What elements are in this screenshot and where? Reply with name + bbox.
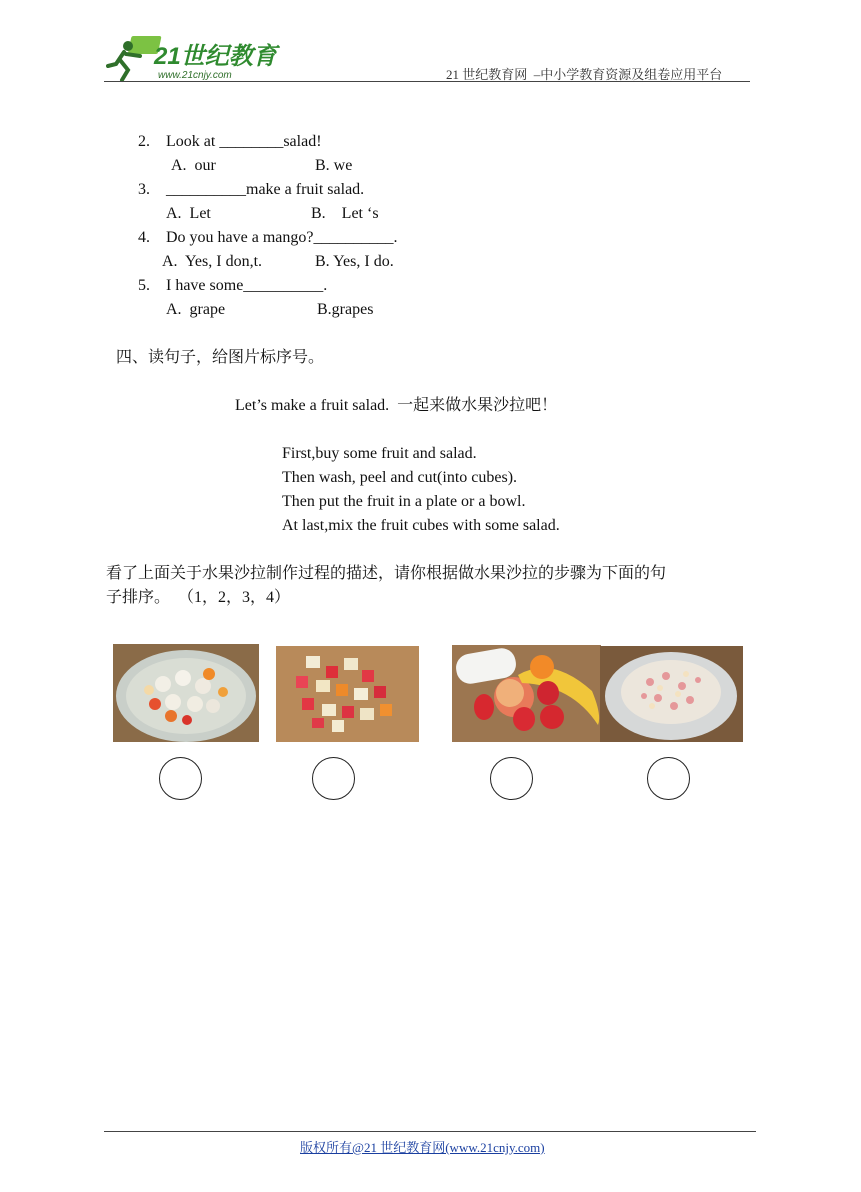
footer-divider	[104, 1131, 756, 1132]
question-3-stem: __________make a fruit salad.	[166, 181, 365, 198]
question-4-option-a: A. Yes, I don,t.	[162, 253, 263, 270]
section-heading: 四、读句子，给图片标序号。	[116, 349, 325, 366]
question-2-option-a: A. our	[171, 157, 216, 174]
answer-circle-1[interactable]	[159, 757, 202, 800]
question-4-option-b: B. Yes, I do.	[315, 253, 394, 270]
instruction-line-2: 子排序。 （1，2，3，4）	[106, 589, 291, 606]
question-4-stem: Do you have a mango?__________.	[166, 229, 398, 246]
question-2-option-b: B. we	[315, 157, 353, 174]
runner-logo-icon	[106, 34, 286, 84]
step-line-2: Then wash, peel and cut(into cubes).	[282, 469, 518, 486]
question-5-number: 5.	[138, 277, 150, 294]
cut-fruit-photo	[276, 646, 419, 742]
mixed-salad-photo	[600, 646, 743, 742]
site-title: 21 世纪教育网 –中小学教育资源及组卷应用平台	[446, 67, 723, 82]
question-2-stem: Look at ________salad!	[166, 133, 322, 150]
fruit-in-bowl-photo	[113, 644, 259, 742]
question-3-option-b: B. Let ‘s	[311, 205, 379, 222]
answer-circle-2[interactable]	[312, 757, 355, 800]
step-line-1: First,buy some fruit and salad.	[282, 445, 477, 462]
question-5-stem: I have some__________.	[166, 277, 328, 294]
whole-fruit-photo	[452, 645, 601, 742]
site-logo	[106, 34, 286, 84]
footer-copyright-link[interactable]: 版权所有@21 世纪教育网(www.21cnjy.com)	[300, 1140, 545, 1155]
section-intro: Let’s make a fruit salad. 一起来做水果沙拉吧！	[235, 397, 558, 414]
svg-text:www.21cnjy.com: www.21cnjy.com	[158, 70, 232, 81]
question-4-number: 4.	[138, 229, 150, 246]
question-5-option-a: A. grape	[166, 301, 226, 318]
question-3-number: 3.	[138, 181, 150, 198]
question-2-number: 2.	[138, 133, 150, 150]
question-5-option-b: B.grapes	[317, 301, 374, 318]
answer-circle-4[interactable]	[647, 757, 690, 800]
question-3-option-a: A. Let	[166, 205, 211, 222]
step-line-3: Then put the fruit in a plate or a bowl.	[282, 493, 526, 510]
header-divider	[104, 81, 750, 82]
svg-text:21世纪教育: 21世纪教育	[154, 43, 277, 70]
step-line-4: At last,mix the fruit cubes with some salad.	[282, 517, 560, 534]
answer-circle-3[interactable]	[490, 757, 533, 800]
instruction-line-1: 看了上面关于水果沙拉制作过程的描述，请你根据做水果沙拉的步骤为下面的句	[106, 565, 667, 582]
